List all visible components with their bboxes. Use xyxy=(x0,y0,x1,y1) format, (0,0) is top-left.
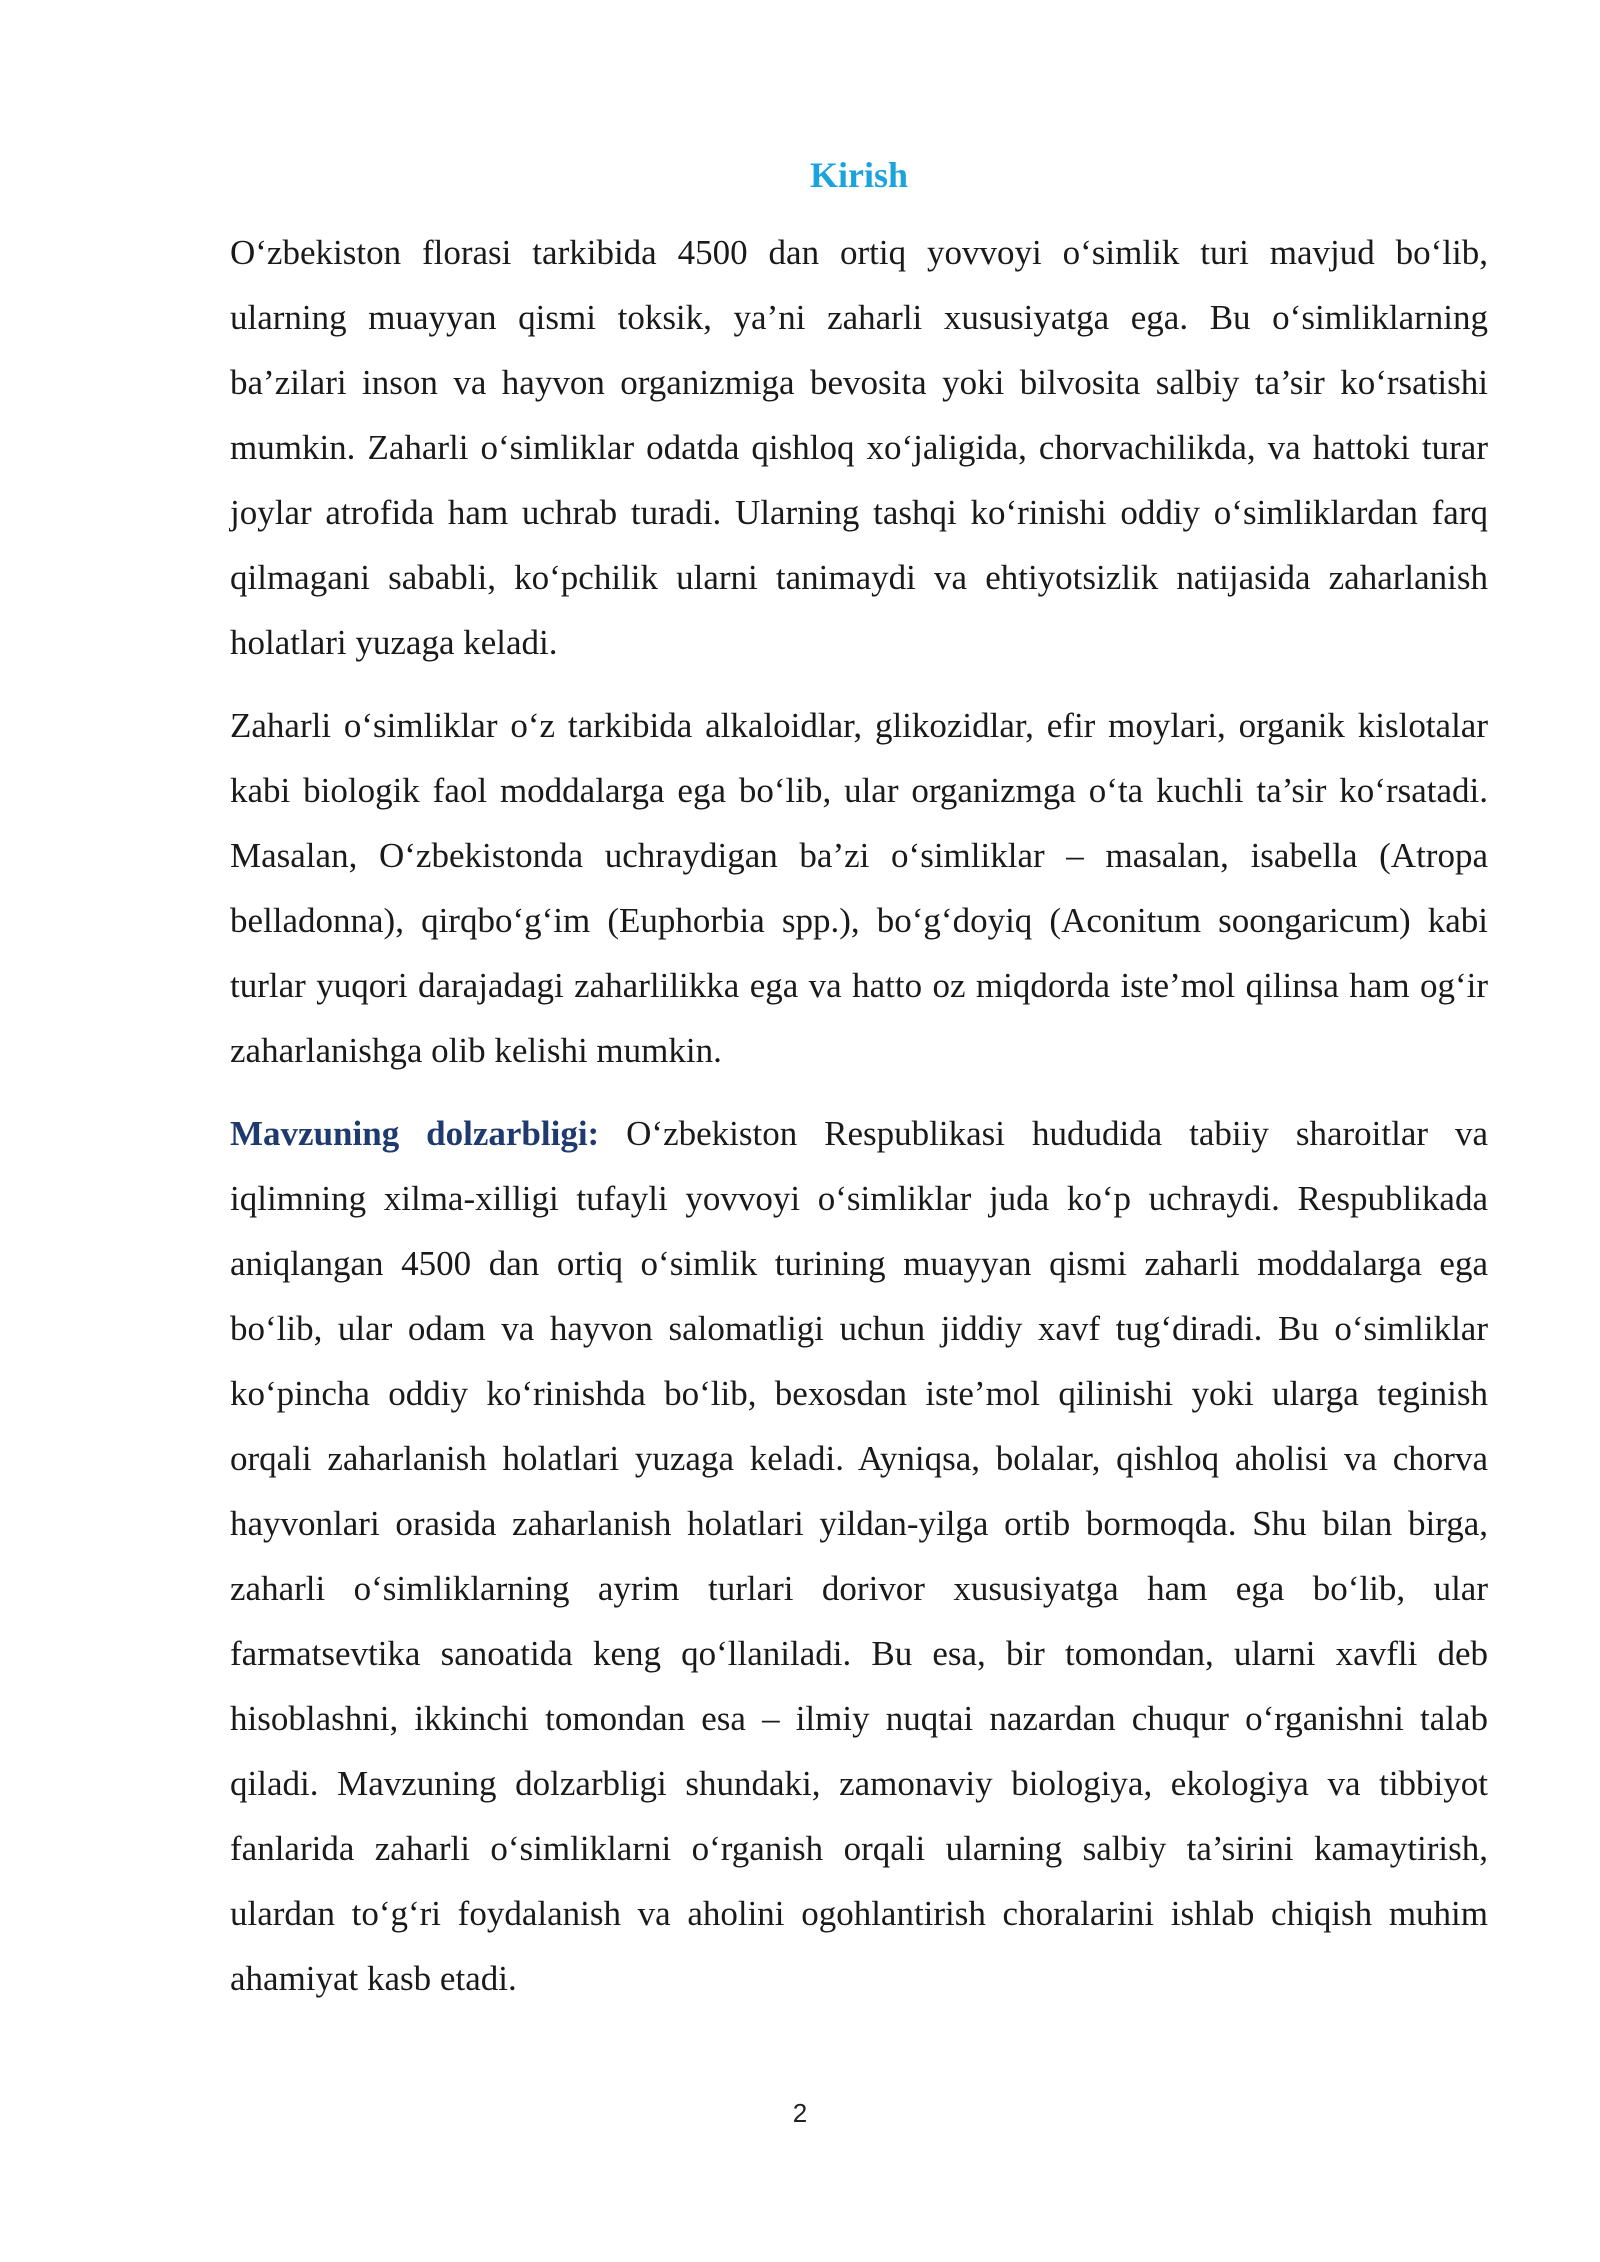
intro-paragraph-2: Zaharli o‘simliklar o‘z tarkibida alkaloidlar, glikozidlar, efir moylari, organik kislotalar kabi biologik faol moddalarga ega bo‘lib, ular organizmga o‘ta kuchli ta’sir ko‘rsatadi. Masalan, O‘zbekistonda uchraydigan ba’zi o‘simliklar – masalan, isabella (Atropa belladonna), qirqbo‘g‘im (Euphorbia spp.), bo‘g‘doyiq (Aconitum soongaricum) kabi turlar yuqori darajadagi zaharlilikka ega va hatto oz miqdorda iste’mol qilinsa ham og‘ir zaharlanishga olib kelishi mumkin. xyxy=(230,706,1488,1070)
relevance-text: O‘zbekiston Respublikasi hududida tabiiy sharoitlar va iqlimning xilma-xilligi tufayli yovvoyi o‘simliklar juda ko‘p uchraydi. Respublikada aniqlangan 4500 dan ortiq o‘simlik turining muayyan qismi zaharli moddalarga ega bo‘lib, ular odam va hayvon salomatligi uchun jiddiy xavf tug‘diradi. Bu o‘simliklar ko‘pincha oddiy ko‘rinishda bo‘lib, bexosdan iste’mol qilinishi yoki ularga teginish orqali zaharlanish holatlari yuzaga keladi. Ayniqsa, bolalar, qishloq aholisi va chorva hayvonlari orasida zaharlanish holatlari yildan-yilga ortib bormoqda. Shu bilan birga, zaharli o‘simliklarning ayrim turlari dorivor xususiyatga ham ega bo‘lib, ular farmatsevtika sanoatida keng qo‘llaniladi. Bu esa, bir tomondan, ularni xavfli deb hisoblashni, ikkinchi tomondan esa – ilmiy nuqtai nazardan chuqur o‘rganishni talab qiladi. Mavzuning dolzarbligi shundaki, zamonaviy biologiya, ekologiya va tibbiyot fanlarida zaharli o‘simliklarni o‘rganish orqali ularning salbiy ta’sirini kamaytirish, ulardan to‘g‘ri foydalanish va aholini ogohlantirish choralarini ishlab chiqish muhim ahamiyat kasb etadi. xyxy=(230,1114,1488,1998)
page-content xyxy=(230,150,1488,2029)
page-number: 2 xyxy=(792,2098,808,2128)
relevance-paragraph xyxy=(230,1101,1488,2011)
relevance-heading: Mavzuning dolzarbligi: xyxy=(230,1114,600,1153)
section-title: Kirish xyxy=(809,155,908,195)
intro-paragraph-1: O‘zbekiston florasi tarkibida 4500 dan ortiq yovvoyi o‘simlik turi mavjud bo‘lib, ularning muayyan qismi toksik, ya’ni zaharli xususiyatga ega. Bu o‘simliklarning ba’zilari inson va hayvon organizmiga bevosita yoki bilvosita salbiy ta’sir ko‘rsatishi mumkin. Zaharli o‘simliklar odatda qishloq xo‘jaligida, chorvachilikda, va hattoki turar joylar atrofida ham uchrab turadi. Ularning tashqi ko‘rinishi oddiy o‘simliklardan farq qilmagani sababli, ko‘pchilik ularni tanimaydi va ehtiyotsizlik natijasida zaharlanish holatlari yuzaga keladi. xyxy=(230,233,1488,662)
